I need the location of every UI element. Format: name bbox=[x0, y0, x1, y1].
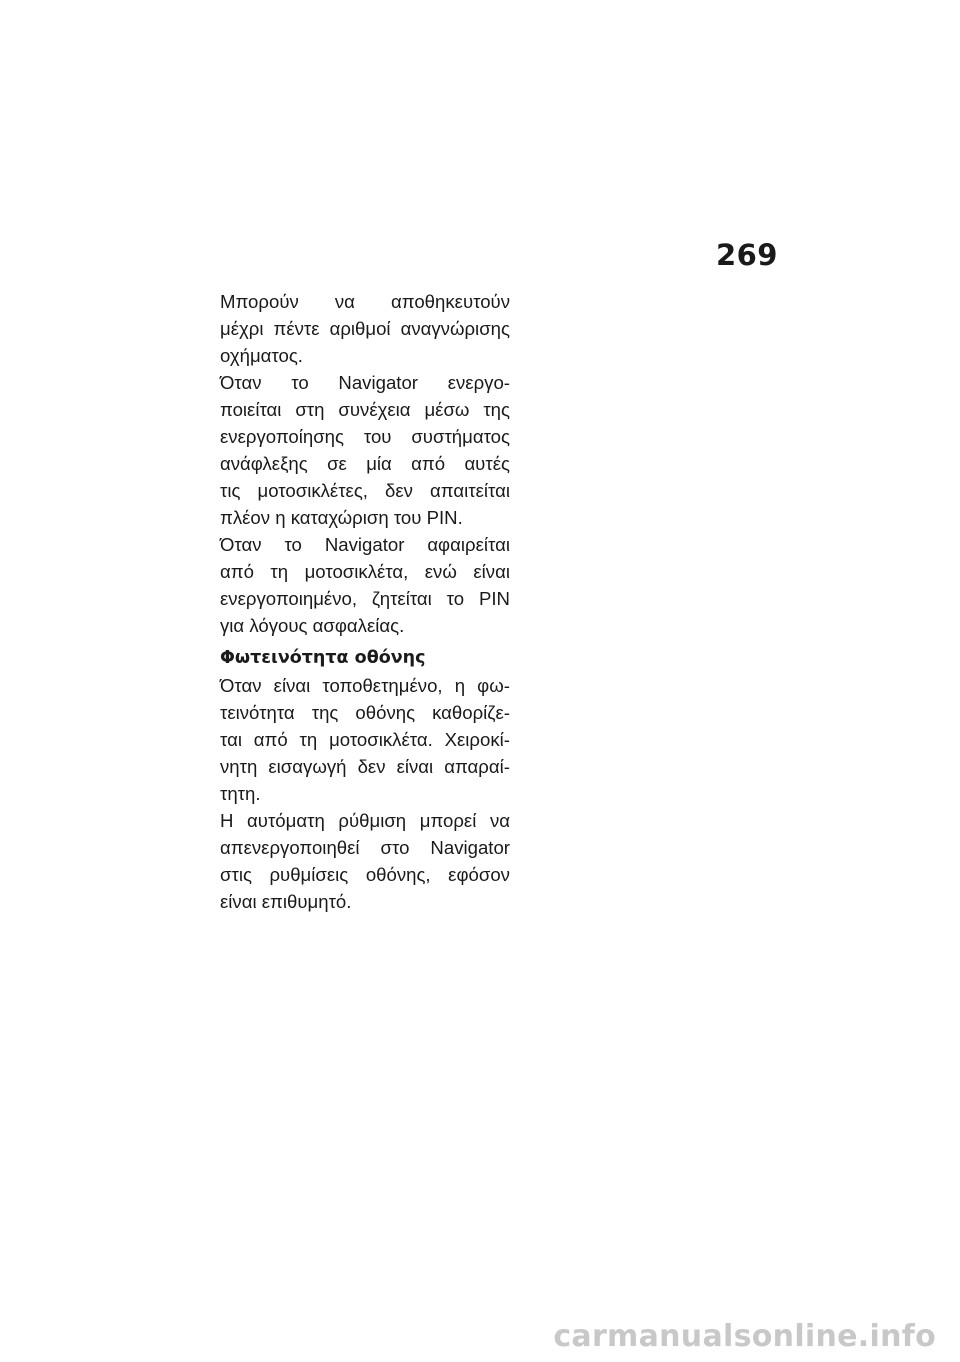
text-line: για λόγους ασφαλείας. bbox=[220, 615, 405, 636]
text-line: Μπορούν να αποθηκευτούν bbox=[220, 291, 510, 312]
section-heading-screen-brightness: Φωτεινότητα οθόνης bbox=[220, 648, 426, 668]
text-line: ανάφλεξης σε μία από αυτές bbox=[220, 453, 510, 474]
watermark: carmanualsonline.info bbox=[553, 1319, 936, 1354]
text-line: Όταν το Navigator αφαιρείται bbox=[220, 534, 510, 555]
text-line: μέχρι πέντε αριθμοί αναγνώρισης bbox=[220, 318, 510, 339]
text-line: τις μοτοσικλέτες, δεν απαιτείται bbox=[220, 480, 510, 501]
text-line: Όταν είναι τοποθετημένο, η φω- bbox=[220, 675, 510, 696]
text-line: από τη μοτοσικλέτα, ενώ είναι bbox=[220, 561, 510, 582]
paragraph-brightness-mounted bbox=[220, 672, 510, 807]
text-line: τητη. bbox=[220, 783, 261, 804]
text-line: ενεργοποίησης του συστήματος bbox=[220, 426, 510, 447]
text-line: στις ρυθμίσεις οθόνης, εφόσον bbox=[220, 864, 510, 885]
paragraph-pin-activation bbox=[220, 369, 510, 531]
text-line: τεινότητα της οθόνης καθορίζε- bbox=[220, 702, 510, 723]
paragraph-brightness-auto bbox=[220, 807, 510, 915]
text-line: νητη εισαγωγή δεν είναι απαραί- bbox=[220, 756, 510, 777]
main-content bbox=[220, 288, 510, 915]
text-line: ποιείται στη συνέχεια μέσω της bbox=[220, 399, 510, 420]
text-line: οχήματος. bbox=[220, 345, 303, 366]
text-line: ενεργοποιημένο, ζητείται το PIN bbox=[220, 588, 510, 609]
paragraph-pin-removal bbox=[220, 531, 510, 639]
page-number: 269 bbox=[715, 238, 778, 272]
text-line: απενεργοποιηθεί στο Navigator bbox=[220, 837, 510, 858]
text-line: ται από τη μοτοσικλέτα. Χειροκί- bbox=[220, 729, 510, 750]
text-line: είναι επιθυμητό. bbox=[220, 891, 352, 912]
text-line: πλέον η καταχώριση του PIN. bbox=[220, 507, 463, 528]
text-line: Όταν το Navigator ενεργο- bbox=[220, 372, 510, 393]
text-line: Η αυτόματη ρύθμιση μπορεί να bbox=[220, 810, 510, 831]
paragraph-vehicle-ids bbox=[220, 288, 510, 369]
